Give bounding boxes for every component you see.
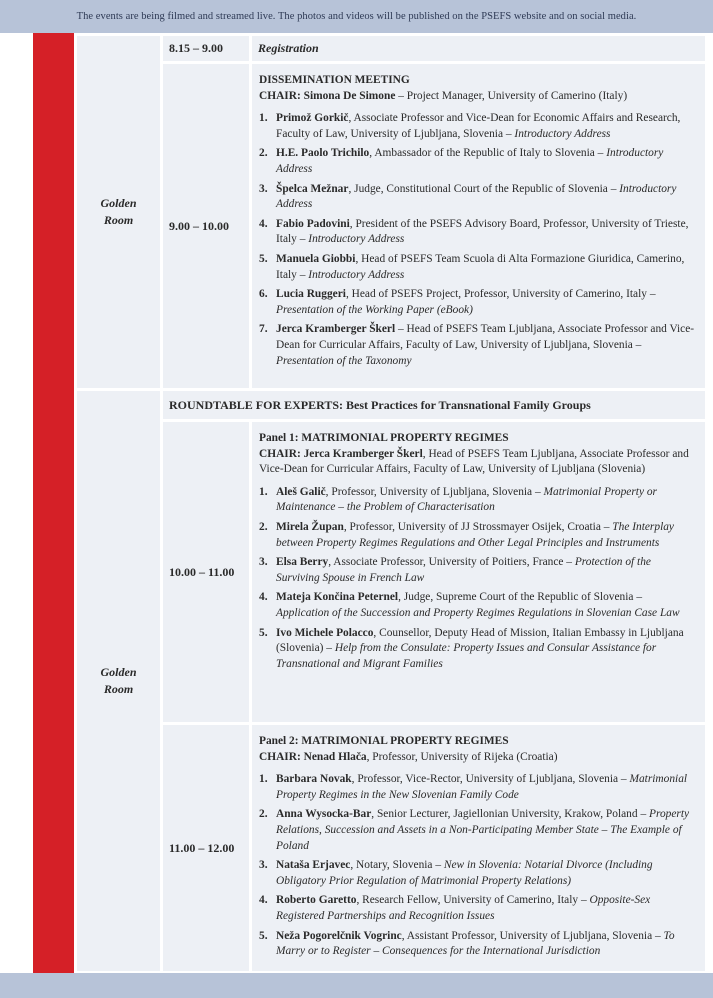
- speaker-affiliation: , Research Fellow, University of Camerino, Italy: [356, 894, 581, 907]
- speaker-item: [259, 217, 697, 248]
- speaker-affiliation: – Head of PSEFS Team Ljubljana, Associate Professor and Vice-Dean for Curricular Affairs, Faculty of Law, University of Ljubljana, Slovenia: [276, 323, 695, 351]
- speaker-topic: – The Interplay between Property Regimes Regulations and Other Legal Principles and Instruments: [276, 520, 674, 549]
- speaker-affiliation: , Associate Professor and Vice-Dean for Economic Affairs and Research, Faculty of Law, University of Ljubljana, Slovenia: [276, 112, 681, 140]
- registration-label: Registration: [258, 41, 319, 55]
- speaker-topic: – Presentation of the Taxonomy: [276, 338, 642, 367]
- speaker-affiliation: , Ambassador of the Republic of Italy to Slovenia: [369, 147, 598, 160]
- panel2-chair: [259, 750, 697, 766]
- speaker-number: 7.: [259, 323, 268, 336]
- speaker-topic: – Introductory Address: [276, 147, 664, 175]
- speaker-affiliation: , Professor, University of Ljubljana, Slovenia: [325, 485, 535, 498]
- roundtable-label: ROUNDTABLE FOR EXPERTS: Best Practices for Transnational Family Groups: [169, 397, 591, 412]
- speaker-affiliation: , Judge, Constitutional Court of the Republic of Slovenia: [348, 182, 611, 195]
- speaker-affiliation: , Associate Professor, University of Poitiers, France: [328, 556, 567, 569]
- speaker-affiliation: , Counsellor, Deputy Head of Mission, Italian Embassy in Ljubljana (Slovenia): [276, 626, 684, 655]
- speaker-topic: – Introductory Address: [299, 268, 405, 281]
- speaker-topic: – Presentation of the Working Paper (eBook): [276, 288, 656, 316]
- panel1-time: 10.00 – 11.00: [169, 564, 235, 579]
- speaker-topic: – Introductory Address: [276, 182, 677, 211]
- panel1-time-cell: [163, 422, 249, 722]
- chair-name: CHAIR: Simona De Simone: [259, 89, 396, 102]
- dissemination-cell: [252, 64, 705, 388]
- chair-affiliation: , Head of PSEFS Team Ljubljana, Associate Professor and Vice-Dean for Curricular Affairs, Faculty of Law, University of Ljubljana (Slovenia): [259, 447, 689, 476]
- speaker-topic: – Protection of the Surviving Spouse in French Law: [276, 556, 651, 584]
- panel1-cell: [252, 422, 705, 722]
- speaker-item: [259, 772, 697, 803]
- day-sidebar: [33, 33, 74, 973]
- speaker-item: [259, 252, 697, 283]
- notice-text: The events are being filmed and streamed live. The photos and videos will be published on the PSEFS website and on social media.: [76, 11, 637, 22]
- notice-banner: [0, 0, 713, 33]
- speaker-number: 3.: [259, 182, 268, 195]
- speaker-name: Jerca Kramberger Škerl: [276, 323, 396, 336]
- speaker-item: [259, 287, 697, 318]
- speaker-name: Roberto Garetto: [276, 894, 357, 907]
- dissemination-time: 9.00 – 10.00: [169, 218, 229, 233]
- speaker-affiliation: , Judge, Supreme Court of the Republic of Slovenia: [398, 591, 637, 604]
- speaker-name: Fabio Padovini: [276, 217, 350, 230]
- speaker-number: 2.: [259, 147, 268, 160]
- panel2-title: Panel 2: MATRIMONIAL PROPERTY REGIMES: [259, 735, 509, 747]
- panel1-title: Panel 1: MATRIMONIAL PROPERTY REGIMES: [259, 432, 509, 444]
- panel2-cell: [252, 725, 705, 971]
- speaker-number: 6.: [259, 288, 268, 301]
- speaker-topic: – Introductory Address: [505, 127, 611, 140]
- speaker-number: 3.: [259, 859, 268, 872]
- chair-name: CHAIR: Nenad Hlača: [259, 750, 367, 763]
- registration-cell: [252, 36, 705, 61]
- room-label: Golden Room: [100, 196, 137, 227]
- speaker-number: 5.: [259, 929, 268, 942]
- panel2-time: 11.00 – 12.00: [169, 840, 235, 855]
- speaker-topic: – Property Relations, Succession and Assets in a Non-Participating Member State – The Example of Poland: [276, 808, 690, 852]
- speaker-name: H.E. Paolo Trichilo: [276, 147, 370, 160]
- speaker-number: 1.: [259, 485, 268, 498]
- speaker-number: 1.: [259, 112, 268, 125]
- speaker-number: 2.: [259, 520, 268, 533]
- speaker-name: Ivo Michele Polacco: [276, 626, 374, 639]
- speaker-affiliation: , Professor, University of JJ Strossmayer Osijek, Croatia: [343, 520, 604, 533]
- speaker-item: [259, 626, 697, 673]
- speaker-number: 4.: [259, 894, 268, 907]
- speaker-affiliation: , Head of PSEFS Project, Professor, University of Camerino, Italy: [345, 288, 650, 301]
- speaker-number: 2.: [259, 808, 268, 821]
- speaker-item: [259, 322, 697, 369]
- footer-band: [0, 973, 713, 998]
- speaker-number: 3.: [259, 556, 268, 569]
- speaker-number: 4.: [259, 217, 268, 230]
- speaker-topic: – Matrimonial Property Regimes in the New Slovenian Family Code: [276, 773, 688, 801]
- dissemination-title: DISSEMINATION MEETING: [259, 74, 410, 86]
- speaker-item: [259, 485, 697, 516]
- speaker-topic: – To Marry or to Register – Consequences for the International Jurisdiction: [276, 929, 675, 958]
- speaker-affiliation: , Notary, Slovenia: [350, 859, 436, 872]
- speaker-item: [259, 590, 697, 621]
- dissemination-speaker-list: [259, 111, 697, 369]
- speaker-affiliation: , Head of PSEFS Team Scuola di Alta Formazione Giuridica, Camerino, Italy: [276, 252, 685, 281]
- speaker-topic: – New in Slovenia: Notarial Divorce (Including Obligatory Prior Regulation of Matrimonial Property Relations): [276, 859, 653, 887]
- speaker-name: Mateja Končina Peternel: [276, 591, 399, 604]
- room-label: Golden Room: [100, 665, 137, 696]
- speaker-name: Manuela Giobbi: [276, 252, 356, 265]
- speaker-topic: – Application of the Succession and Property Regimes Regulations in Slovenian Case Law: [276, 591, 680, 619]
- speaker-name: Nataša Erjavec: [276, 859, 351, 872]
- roundtable-header-cell: [163, 391, 705, 419]
- speaker-number: 5.: [259, 252, 268, 265]
- speaker-number: 1.: [259, 773, 268, 786]
- chair-name: CHAIR: Jerca Kramberger Škerl: [259, 447, 423, 460]
- dissemination-time-cell: [163, 64, 249, 388]
- speaker-item: [259, 111, 697, 142]
- speaker-name: Aleš Galič: [276, 485, 326, 498]
- speaker-topic: – Opposite-Sex Registered Partnerships and Recognition Issues: [276, 894, 651, 922]
- panel1-chair: [259, 447, 697, 478]
- speaker-topic: – Help from the Consulate: Property Issues and Consular Assistance for Transnational and Migrant Families: [276, 642, 657, 670]
- panel1-speaker-list: [259, 485, 697, 673]
- room-cell-2: [77, 391, 160, 971]
- chair-affiliation: , Professor, University of Rijeka (Croatia): [366, 750, 558, 763]
- speaker-name: Barbara Novak: [276, 773, 352, 786]
- dissemination-chair: [259, 89, 697, 105]
- speaker-item: [259, 858, 697, 889]
- speaker-item: [259, 807, 697, 854]
- speaker-affiliation: , President of the PSEFS Advisory Board, Professor, University of Trieste, Italy: [276, 217, 689, 246]
- speaker-item: [259, 555, 697, 586]
- speaker-topic: – Introductory Address: [299, 233, 405, 246]
- registration-time: 8.15 – 9.00: [169, 41, 223, 55]
- speaker-item: [259, 929, 697, 960]
- panel2-speaker-list: [259, 772, 697, 960]
- room-cell-1: [77, 36, 160, 388]
- speaker-item: [259, 146, 697, 177]
- speaker-item: [259, 893, 697, 924]
- speaker-affiliation: , Assistant Professor, University of Ljubljana, Slovenia: [401, 929, 655, 942]
- speaker-name: Elsa Berry: [276, 556, 329, 569]
- speaker-item: [259, 182, 697, 213]
- speaker-name: Mirela Župan: [276, 520, 344, 533]
- speaker-topic: – Matrimonial Property or Maintenance – the Problem of Characterisation: [276, 485, 657, 514]
- panel2-time-cell: [163, 725, 249, 971]
- speaker-number: 4.: [259, 591, 268, 604]
- speaker-item: [259, 520, 697, 551]
- speaker-name: Anna Wysocka-Bar: [276, 808, 372, 821]
- chair-affiliation: – Project Manager, University of Camerino (Italy): [395, 89, 628, 102]
- speaker-name: Neža Pogorelčnik Vogrinc: [276, 929, 402, 942]
- speaker-name: Primož Gorkič: [276, 112, 349, 125]
- registration-time-cell: [163, 36, 249, 61]
- speaker-affiliation: , Senior Lecturer, Jagiellonian University, Krakow, Poland: [371, 808, 641, 821]
- speaker-name: Špelca Mežnar: [276, 182, 349, 195]
- speaker-number: 5.: [259, 626, 268, 639]
- speaker-name: Lucia Ruggeri: [276, 288, 346, 301]
- speaker-affiliation: , Professor, Vice-Rector, University of Ljubljana, Slovenia: [351, 773, 621, 786]
